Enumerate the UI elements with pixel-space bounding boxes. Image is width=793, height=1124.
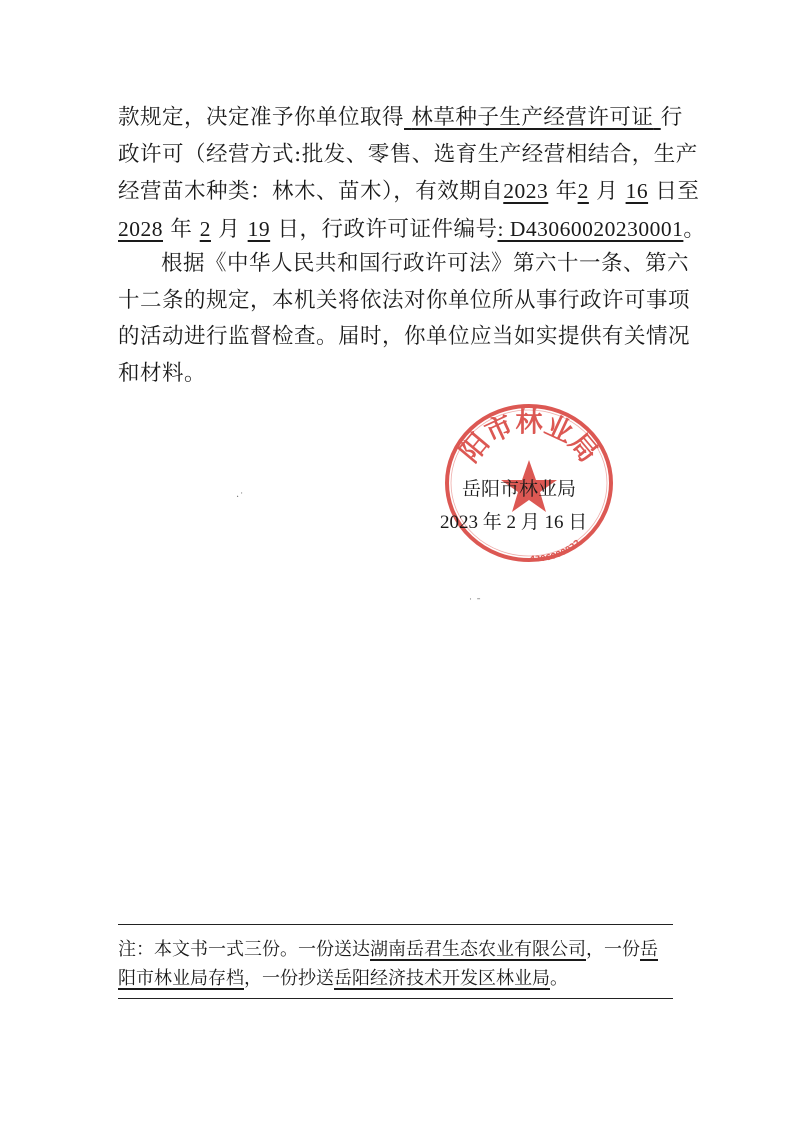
note-end: 。 bbox=[550, 968, 568, 989]
distribution-note bbox=[118, 935, 673, 993]
license-name-text: 林草种子生产经营许可证 bbox=[411, 105, 654, 130]
seal-code-text-path: 4306000022 bbox=[529, 537, 583, 564]
note-top-rule bbox=[118, 924, 673, 925]
start-day: 16 bbox=[625, 179, 649, 203]
month-char-2: 月 bbox=[218, 216, 241, 242]
line1-suffix: 行 bbox=[660, 105, 683, 130]
permit-decision-paragraph bbox=[118, 100, 706, 248]
paragraph2-line2: 十二条的规定，本机关将依法对你单位所从事行政许可事项 bbox=[118, 287, 691, 313]
seal-top-text-path: 阳市林业局 bbox=[454, 407, 604, 469]
month-char: 月 bbox=[596, 179, 619, 204]
note-prefix: 注：本文书一式三份。一份送达 bbox=[118, 939, 370, 960]
scan-speck: ˙ ˉ bbox=[468, 598, 482, 609]
note-copy-prefix: ，一份抄送 bbox=[244, 968, 334, 989]
period: 。 bbox=[683, 216, 706, 242]
line1-prefix: 款规定，决定准予你单位取得 bbox=[118, 105, 405, 130]
license-name bbox=[404, 105, 661, 130]
license-number: : D43060020230001 bbox=[497, 216, 684, 241]
paragraph1-line1 bbox=[118, 100, 683, 137]
paragraph1-line2: 政许可（经营方式:批发、零售、选育生产经营相结合，生产 bbox=[118, 141, 698, 167]
seal-top-text bbox=[454, 407, 603, 468]
paragraph2-line4: 和材料。 bbox=[118, 360, 207, 386]
note-bottom-rule bbox=[118, 998, 673, 999]
paragraph1-line3 bbox=[118, 173, 700, 211]
end-day: 19 bbox=[247, 216, 271, 241]
end-month: 2 bbox=[199, 216, 211, 241]
scan-speck: ·˙ bbox=[236, 492, 245, 503]
note-archive-rest: 阳市林业局存档 bbox=[118, 968, 244, 989]
paragraph2-line3: 的活动进行监督检查。届时，你单位应当如实提供有关情况 bbox=[118, 324, 691, 349]
note-archive-start: 岳 bbox=[640, 939, 658, 960]
issue-date: 2023 年 2 月 16 日 bbox=[440, 512, 588, 533]
paragraph1-line4 bbox=[118, 211, 706, 249]
paragraph2-line1: 根据《中华人民共和国行政许可法》第六十一条、第六 bbox=[161, 251, 690, 276]
line4-middle: 日，行政许可证件编号 bbox=[277, 216, 498, 242]
signature-block bbox=[440, 472, 587, 540]
supervision-paragraph bbox=[118, 246, 691, 392]
note-mid: ，一份 bbox=[586, 939, 640, 960]
note-copy-to: 岳阳经济技术开发区林业局 bbox=[334, 968, 550, 989]
year-char-2: 年 bbox=[170, 216, 193, 242]
year-char: 年 bbox=[555, 179, 578, 204]
start-year: 2023 bbox=[503, 179, 549, 203]
issuing-organization: 岳阳市林业局 bbox=[462, 478, 577, 500]
seal-code-text bbox=[529, 538, 582, 564]
line3-prefix: 经营苗木种类：林木、苗木），有效期自 bbox=[118, 179, 504, 204]
note-recipient: 湖南岳君生态农业有限公司 bbox=[370, 939, 586, 960]
to-char: 日至 bbox=[655, 179, 700, 204]
note-line2 bbox=[118, 964, 673, 993]
note-line1 bbox=[118, 935, 673, 964]
start-month: 2 bbox=[577, 179, 589, 203]
end-year: 2028 bbox=[118, 216, 163, 241]
